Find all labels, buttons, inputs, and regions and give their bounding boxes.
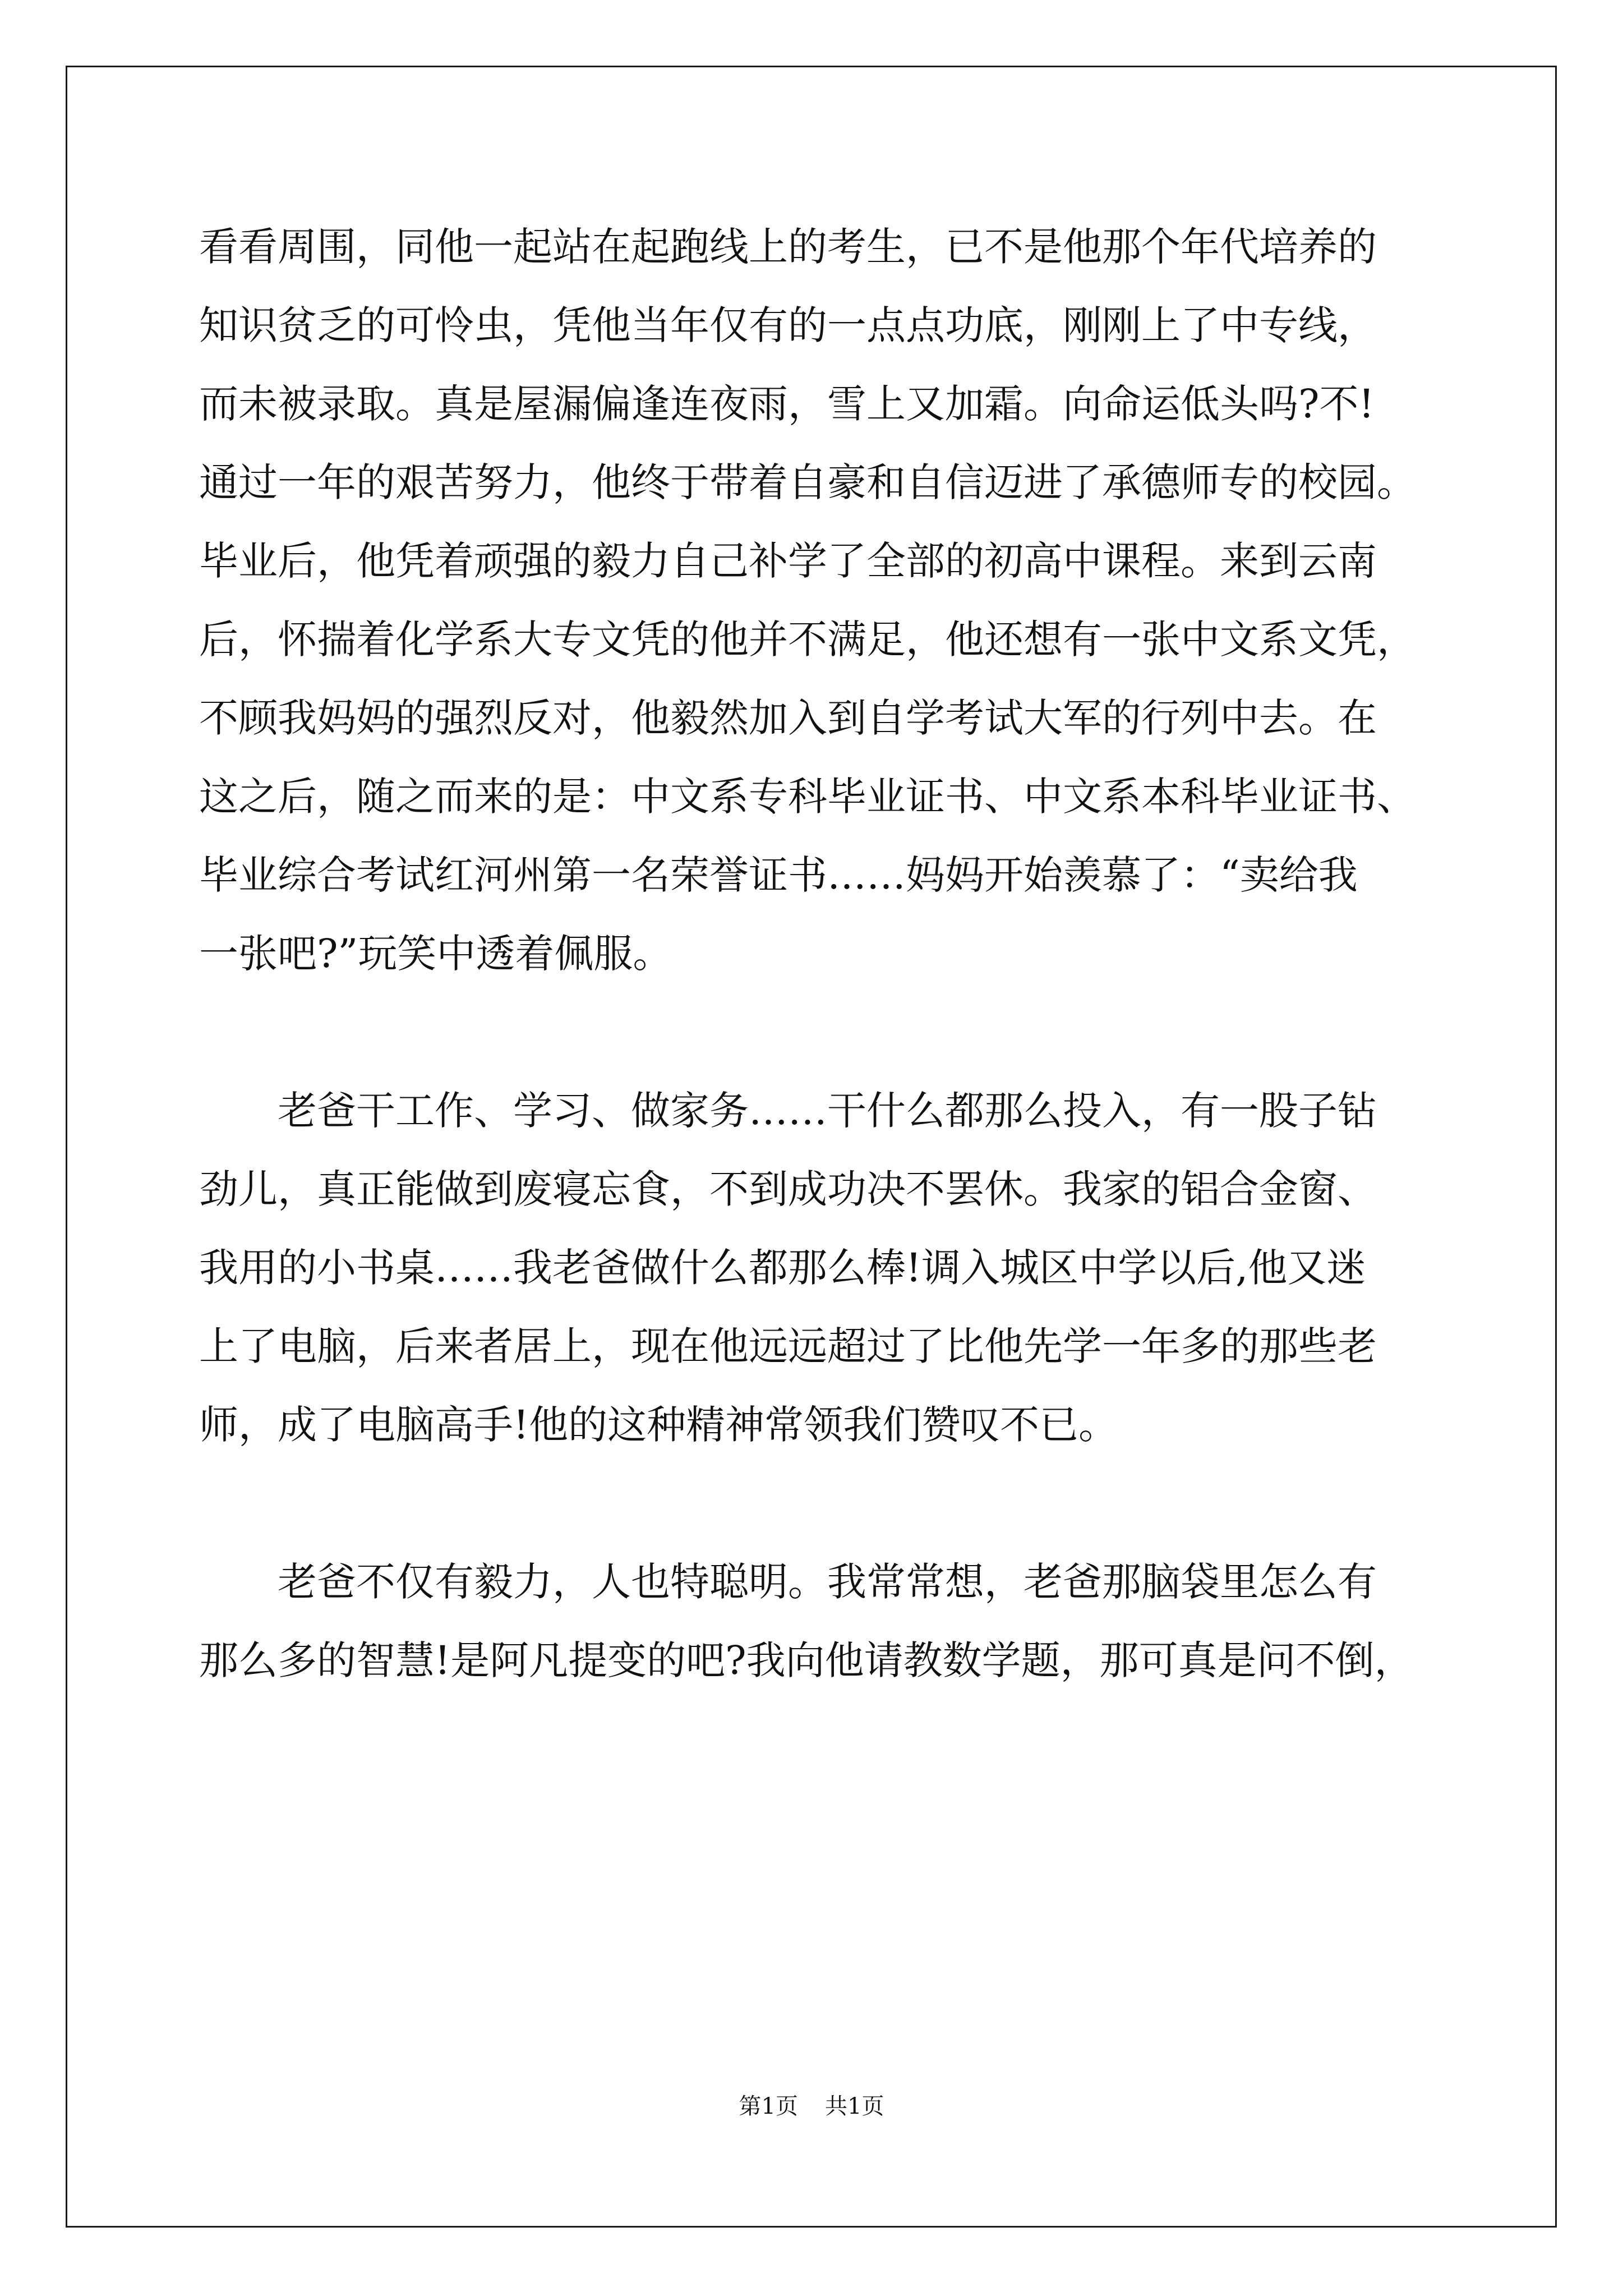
text-line: 不顾我妈妈的强烈反对，他毅然加入到自学考试大军的行列中去。在 — [199, 695, 1377, 741]
page-number: 第1页 — [739, 2093, 798, 2119]
paragraph-start-line: 老爸不仅有毅力，人也特聪明。我常常想，老爸那脑袋里怎么有 — [278, 1559, 1377, 1605]
text-line: 上了电脑，后来者居上，现在他远远超过了比他先学一年多的那些老 — [199, 1323, 1377, 1369]
text-line: 后，怀揣着化学系大专文凭的他并不满足，他还想有一张中文系文凭， — [199, 616, 1416, 662]
document-body — [199, 208, 1438, 1700]
text-line: 毕业后，他凭着顽强的毅力自己补学了全部的初高中课程。来到云南 — [199, 538, 1377, 584]
paragraph-start-line: 老爸干工作、学习、做家务……干什么都那么投入，有一股子钻 — [278, 1088, 1377, 1134]
page-footer — [0, 2090, 1623, 2123]
text-line: 我用的小书桌……我老爸做什么都那么棒!调入城区中学以后,他又迷 — [199, 1245, 1366, 1291]
text-line: 那么多的智慧!是阿凡提变的吧?我向他请教数学题，那可真是问不倒， — [199, 1637, 1414, 1683]
text-line: 毕业综合考试红河州第一名荣誉证书……妈妈开始羡慕了：“卖给我 — [199, 852, 1358, 898]
text-line: 师，成了电脑高手!他的这种精神常领我们赞叹不已。 — [199, 1402, 1118, 1448]
text-line: 通过一年的艰苦努力，他终于带着自豪和自信迈进了承德师专的校园。 — [199, 459, 1416, 505]
text-line: 看看周围，同他一起站在起跑线上的考生，已不是他那个年代培养的 — [199, 224, 1377, 270]
text-line: 劲儿，真正能做到废寝忘食，不到成功决不罢休。我家的铝合金窗、 — [199, 1166, 1377, 1212]
text-line: 一张吧?”玩笑中透着佩服。 — [199, 931, 672, 977]
page-total: 共1页 — [825, 2093, 884, 2119]
text-line: 而未被录取。真是屋漏偏逢连夜雨，雪上又加霜。向命运低头吗?不! — [199, 381, 1375, 427]
text-line: 这之后，随之而来的是：中文系专科毕业证书、中文系本科毕业证书、 — [199, 774, 1416, 820]
text-line: 知识贫乏的可怜虫，凭他当年仅有的一点点功底，刚刚上了中专线， — [199, 302, 1377, 348]
